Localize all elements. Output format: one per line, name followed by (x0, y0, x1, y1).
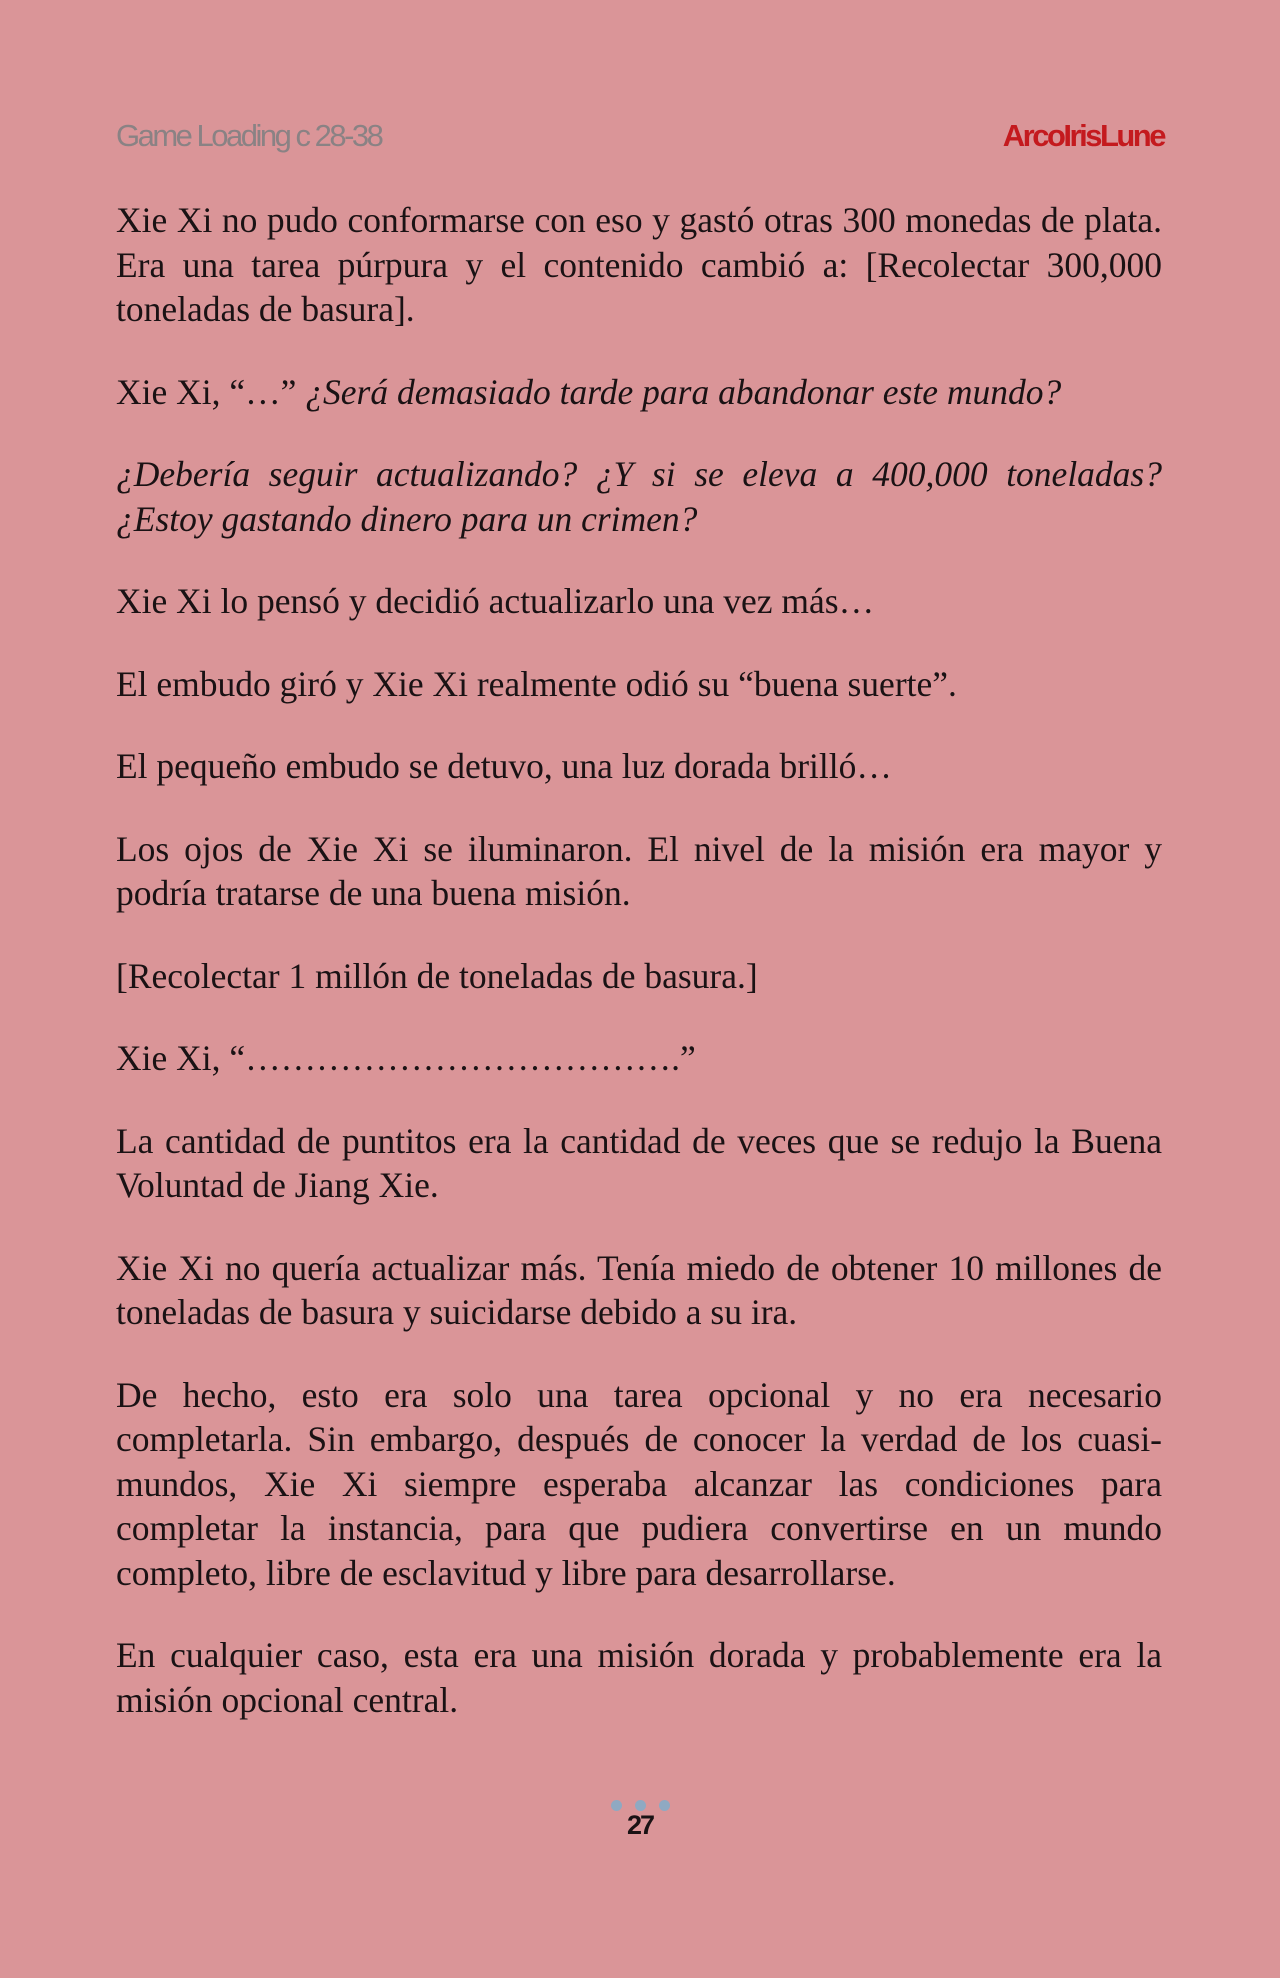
page-header (116, 118, 1164, 162)
ornament-dot (611, 1800, 622, 1811)
paragraph (116, 370, 1162, 415)
paragraph: Xie Xi lo pensó y decidió actualizarlo una vez más… (116, 581, 875, 621)
paragraph: El pequeño embudo se detuvo, una luz dorada brilló… (116, 746, 892, 786)
paragraph: De hecho, esto era solo una tarea opcional y no era necesario completarla. Sin embargo, después de conocer la verdad de los cuasi-mundos, Xie Xi siempre esperaba alcanzar las condiciones para completar la instancia, para que pudiera convertirse en un mundo completo, libre de esclavitud y libre para desarrollarse. (116, 1374, 1162, 1593)
page-number: 27 (626, 1810, 654, 1840)
paragraph: Xie Xi no pudo conformarse con eso y gastó otras 300 monedas de plata. Era una tarea púrpura y el contenido cambió a: [Recolectar 300,000 toneladas de basura]. (116, 200, 1162, 329)
paragraph-italic: ¿Será demasiado tarde para abandonar este mundo? (305, 371, 1062, 412)
paragraph-lead: Xie Xi, “…” (116, 371, 306, 412)
book-title: Game Loading c 28-38 (116, 118, 382, 153)
paragraph: La cantidad de puntitos era la cantidad de veces que se redujo la Buena Voluntad de Jiang Xie. (116, 1120, 1162, 1205)
paragraph: Los ojos de Xie Xi se iluminaron. El nivel de la misión era mayor y podría tratarse de una buena misión. (116, 828, 1162, 913)
paragraph: Xie Xi no quería actualizar más. Tenía miedo de obtener 10 millones de toneladas de basura y suicidarse debido a su ira. (116, 1247, 1162, 1332)
translator-credit: ArcoIrisLune (1002, 118, 1164, 153)
paragraph-italic: ¿Debería seguir actualizando? ¿Y si se eleva a 400,000 toneladas? ¿Estoy gastando dinero para un crimen? (116, 454, 1162, 539)
paragraph: [Recolectar 1 millón de toneladas de basura.] (116, 955, 758, 996)
paragraph: Xie Xi, “……………………………….” (116, 1038, 696, 1078)
paragraph: El embudo giró y Xie Xi realmente odió su “buena suerte”. (116, 663, 957, 704)
page-footer (0, 1800, 1280, 1841)
page-body (116, 198, 1162, 1760)
paragraph: En cualquier caso, esta era una misión dorada y probablemente era la misión opcional central. (116, 1635, 1162, 1720)
ornament-dot (659, 1800, 670, 1811)
